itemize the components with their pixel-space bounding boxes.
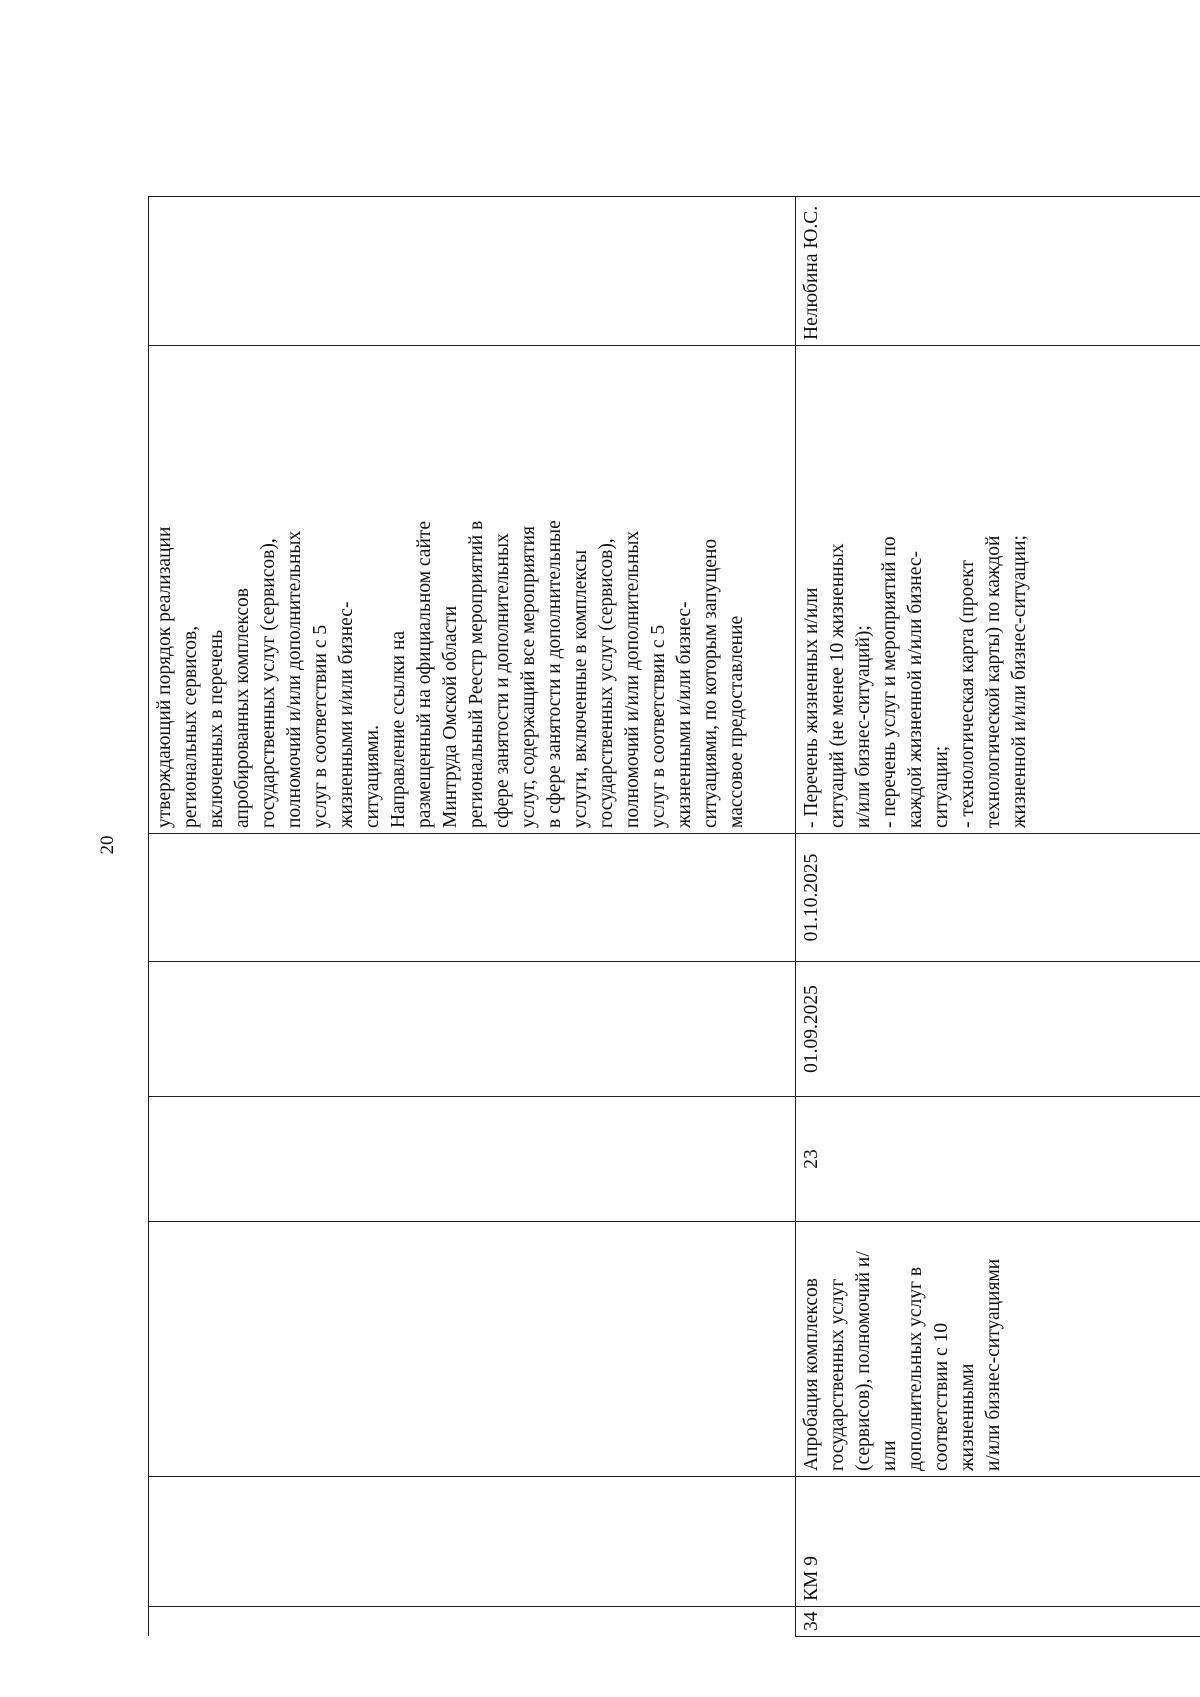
cell-start-date xyxy=(149,962,796,1097)
cell-result: - Перечень жизненных и/или ситуаций (не менее 10 жизненных и/или бизнес-ситуаций); - перечень услуг и мероприятий по каждой жизненной и/или бизнес- ситуации; - технологическая карта (проект технологической карты) по каждой жизненной и/или бизнес-ситуации; xyxy=(796,346,1200,834)
cell-end-date xyxy=(149,834,796,962)
cell-count: 23 xyxy=(796,1097,1200,1222)
cell-code xyxy=(149,1477,796,1607)
cell-num xyxy=(149,1607,796,1637)
table-row xyxy=(796,197,1200,1637)
cell-responsible: Нелюбина Ю.С. xyxy=(796,197,1200,346)
table-row xyxy=(149,197,796,1637)
cell-result: утверждающий порядок реализации региональных сервисов, включенных в перечень апробированных комплексов государственных услуг (сервисов), полномочий и/или дополнительных услуг в соответствии с 5 жизненными и/или бизнес- ситуациями. Направление ссылки на размещенный на официальном сайте Минтруда Омской области региональный Реестр мероприятий в сфере занятости и дополнительных услуг, содержащий все мероприятия в сфере занятости и дополнительные услуги, включенные в комплексы государственных услуг (сервисов), полномочий и/или дополнительных услуг в соответствии с 5 жизненными и/или бизнес- ситуациями, по которым запущено массовое предоставление xyxy=(149,346,796,834)
rotated-table-container xyxy=(148,197,1200,1637)
plan-table xyxy=(148,196,1200,1637)
page-number: 20 xyxy=(97,835,118,855)
cell-code: КМ 9 xyxy=(796,1477,1200,1607)
cell-count xyxy=(149,1097,796,1222)
cell-start-date: 01.09.2025 xyxy=(796,962,1200,1097)
cell-end-date: 01.10.2025 xyxy=(796,834,1200,962)
cell-num: 34 xyxy=(796,1607,1200,1637)
cell-name xyxy=(149,1222,796,1477)
cell-name: Апробация комплексов государственных услуг (сервисов), полномочий и/или дополнительных услуг в соответствии с 10 жизненными и/или бизнес-ситуациями xyxy=(796,1222,1200,1477)
cell-responsible xyxy=(149,197,796,346)
